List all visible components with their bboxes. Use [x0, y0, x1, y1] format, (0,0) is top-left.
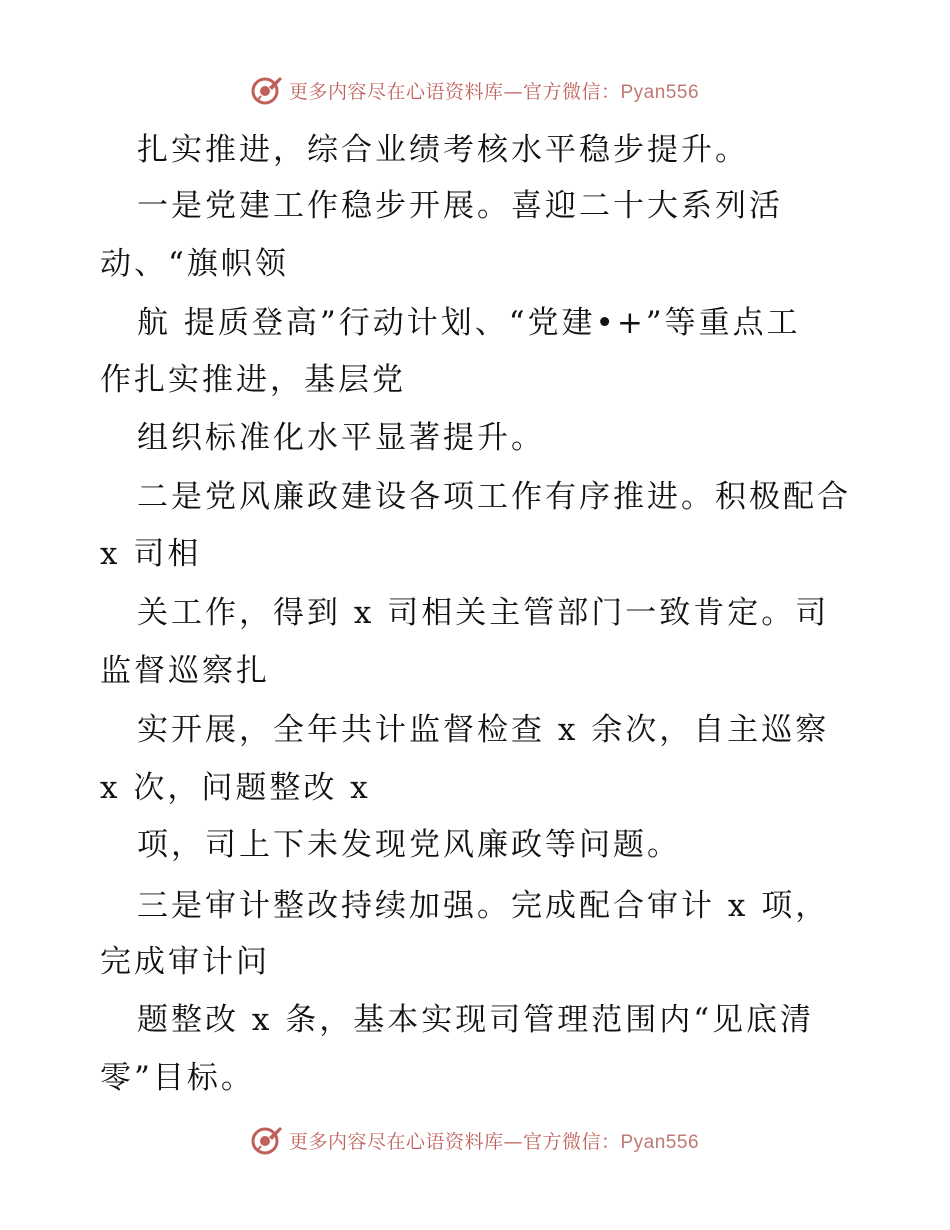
header-separator: —: [503, 80, 523, 103]
body-line: 项，司上下未发现党风廉政等问题。: [137, 827, 681, 863]
body-line: x 次，问题整改 x: [100, 770, 371, 806]
body-line: 动、“旗帜领: [100, 246, 289, 282]
pen-logo-icon: [251, 1124, 283, 1156]
body-line: 航 提质登高”行动计划、“党建•+”等重点工: [137, 305, 801, 341]
header-promo: 更多内容尽在心语资料库: [288, 80, 504, 103]
body-line: 扎实推进，综合业绩考核水平稳步提升。: [137, 132, 749, 168]
body-line: 二是党风廉政建设各项工作有序推进。积极配合: [137, 479, 851, 515]
header-wechat-label: 官方微信：: [522, 80, 621, 103]
footer-separator: —: [503, 1130, 523, 1153]
pen-logo-icon: [251, 74, 283, 106]
body-line: 题整改 x 条，基本实现司管理范围内“见底清: [137, 1002, 815, 1038]
body-line: x 司相: [100, 536, 202, 572]
body-line: 监督巡察扎: [100, 653, 270, 689]
body-line: 关工作，得到 x 司相关主管部门一致肯定。司: [137, 595, 830, 631]
footer-promo: 更多内容尽在心语资料库: [288, 1130, 504, 1153]
footer-banner: [0, 1120, 950, 1160]
body-line: 实开展，全年共计监督检查 x 余次，自主巡察: [137, 712, 830, 748]
body-line: 三是审计整改持续加强。完成配合审计 x 项，: [137, 888, 830, 924]
header-banner: [0, 70, 950, 110]
body-line: 零”目标。: [100, 1060, 255, 1096]
body-line: 作扎实推进，基层党: [100, 362, 406, 398]
body-line: 完成审计问: [100, 944, 270, 980]
footer-promo-text: [289, 1127, 699, 1154]
body-line: 一是党建工作稳步开展。喜迎二十大系列活: [137, 188, 783, 224]
header-wechat-id: Pyan556: [620, 81, 700, 103]
footer-wechat-id: Pyan556: [620, 1131, 700, 1153]
header-promo-text: [289, 77, 699, 104]
body-line: 组织标准化水平显著提升。: [137, 420, 545, 456]
footer-wechat-label: 官方微信：: [522, 1130, 621, 1153]
